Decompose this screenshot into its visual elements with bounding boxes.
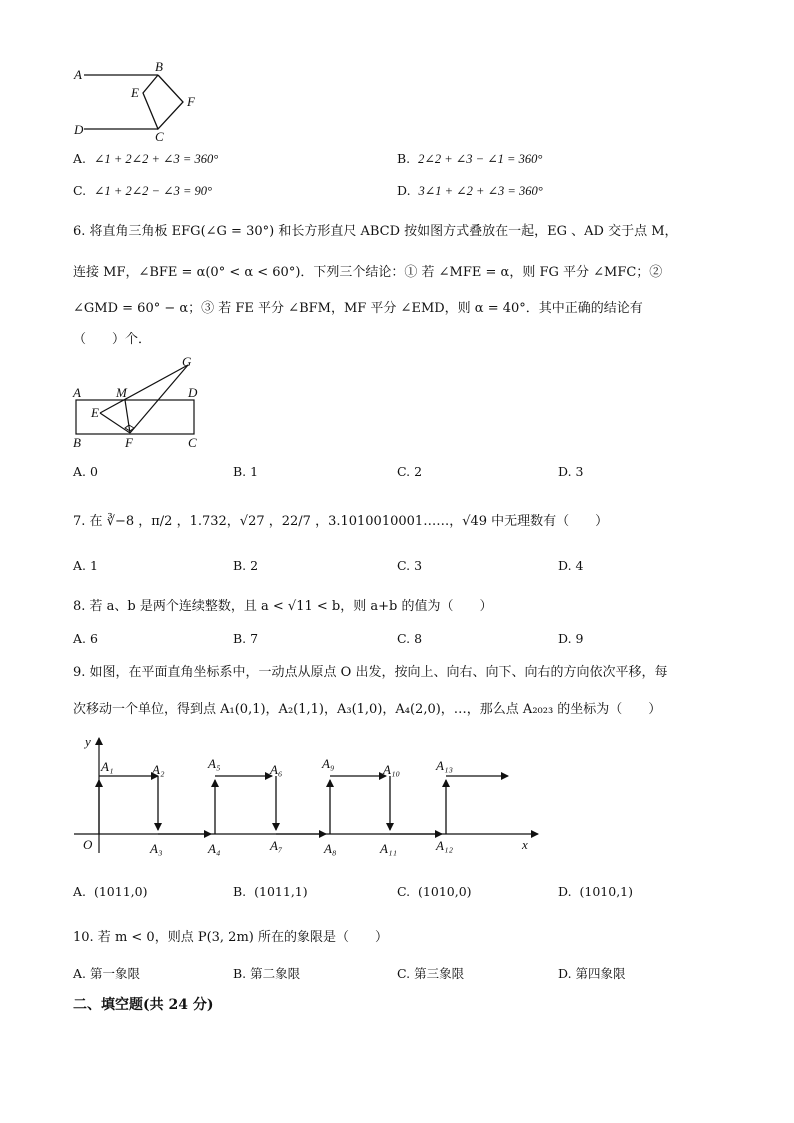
- label-A13: A₁₃: [436, 758, 453, 773]
- q9-option-b[interactable]: B. (1011,1): [233, 884, 308, 899]
- label-M: M: [116, 385, 127, 400]
- q6-option-c[interactable]: C. 2: [397, 464, 423, 479]
- q9-option-c[interactable]: C. (1010,0): [397, 884, 472, 899]
- label-E: E: [91, 405, 99, 420]
- q5-option-d[interactable]: D. 3∠1 + ∠2 + ∠3 = 360°: [397, 183, 543, 198]
- label-A7: A₇: [270, 838, 283, 853]
- label-O: O: [83, 837, 93, 852]
- q5-option-b[interactable]: B. 2∠2 + ∠3 − ∠1 = 360°: [397, 151, 543, 166]
- q6-option-b[interactable]: B. 1: [233, 464, 259, 479]
- label-D: D: [74, 122, 84, 137]
- label-C: C: [188, 435, 197, 450]
- q8-option-d[interactable]: D. 9: [558, 631, 584, 646]
- q7-stem: 7. 在 ∛−8 ，π/2 ，1.732，√27 ，22/7 ，3.1010010001……，√49 中无理数有（ ）: [73, 514, 609, 529]
- q6-line1: 6. 将直角三角板 EFG(∠G = 30°) 和长方形直尺 ABCD 按如图方式叠放在一起，EG 、AD 交于点 M，: [73, 224, 678, 239]
- label-A1: A₁: [101, 759, 114, 774]
- label-B: B: [73, 435, 81, 450]
- q6-option-d[interactable]: D. 3: [558, 464, 584, 479]
- q9-option-d[interactable]: D. (1010,1): [558, 884, 634, 899]
- q6-figure: [70, 352, 210, 452]
- label-A3: A₃: [150, 841, 163, 856]
- q8-option-a[interactable]: A. 6: [73, 631, 98, 646]
- q9-coordinate-figure: [70, 728, 550, 858]
- label-A10: A₁₀: [383, 762, 400, 777]
- q7-option-a[interactable]: A. 1: [73, 558, 98, 573]
- label-F: F: [125, 435, 133, 450]
- q7-option-d[interactable]: D. 4: [558, 558, 584, 573]
- q8-stem: 8. 若 a、b 是两个连续整数，且 a < √11 < b，则 a+b 的值为（ ）: [73, 599, 493, 614]
- q5-option-c[interactable]: C. ∠1 + 2∠2 − ∠3 = 90°: [73, 183, 213, 198]
- label-F: F: [187, 94, 195, 109]
- label-G: G: [182, 354, 192, 369]
- q10-option-a[interactable]: A. 第一象限: [73, 966, 141, 981]
- q10-stem: 10. 若 m < 0，则点 P(3, 2m) 所在的象限是（ ）: [73, 930, 388, 945]
- q8-option-b[interactable]: B. 7: [233, 631, 259, 646]
- q6-line2: 连接 MF，∠BFE = α(0° < α < 60°)．下列三个结论：① 若 ∠MFE = α，则 FG 平分 ∠MFC；②: [73, 265, 663, 280]
- q7-option-b[interactable]: B. 2: [233, 558, 259, 573]
- q10-option-b[interactable]: B. 第二象限: [233, 966, 301, 981]
- label-E: E: [131, 85, 139, 100]
- q9-option-a[interactable]: A. (1011,0): [73, 884, 148, 899]
- label-C: C: [155, 129, 164, 144]
- q6-line4: （ ）个．: [73, 332, 152, 347]
- q9-line2: 次移动一个单位，得到点 A₁(0,1)，A₂(1,1)，A₃(1,0)，A₄(2,0)，…，那么点 A₂₀₂₃ 的坐标为（ ）: [73, 702, 662, 717]
- q9-line1: 9. 如图，在平面直角坐标系中，一动点从原点 O 出发，按向上、向右、向下、向右的方向依次平移，每: [73, 665, 668, 680]
- label-A5: A₅: [208, 756, 221, 771]
- q5-figure: [70, 60, 210, 145]
- label-A: A: [74, 67, 82, 82]
- label-A8: A₈: [324, 841, 337, 856]
- q10-option-c[interactable]: C. 第三象限: [397, 966, 465, 981]
- label-x: x: [522, 837, 528, 852]
- q6-option-a[interactable]: A. 0: [73, 464, 98, 479]
- label-A11: A₁₁: [380, 841, 397, 856]
- label-y: y: [85, 734, 91, 749]
- q5-option-a[interactable]: A. ∠1 + 2∠2 + ∠3 = 360°: [73, 151, 219, 166]
- label-A4: A₄: [208, 841, 221, 856]
- q8-option-c[interactable]: C. 8: [397, 631, 423, 646]
- q6-line3: ∠GMD = 60° − α；③ 若 FE 平分 ∠BFM，MF 平分 ∠EMD，则 α = 40°．其中正确的结论有: [73, 301, 643, 316]
- label-D: D: [188, 385, 198, 400]
- label-A6: A₆: [270, 762, 283, 777]
- label-A9: A₉: [322, 756, 335, 771]
- label-A12: A₁₂: [436, 838, 453, 853]
- label-A2: A₂: [152, 762, 165, 777]
- label-B: B: [155, 59, 163, 74]
- q10-option-d[interactable]: D. 第四象限: [558, 966, 626, 981]
- section-2-title: 二、填空题(共 24 分): [73, 997, 214, 1013]
- label-A: A: [73, 385, 81, 400]
- q7-option-c[interactable]: C. 3: [397, 558, 423, 573]
